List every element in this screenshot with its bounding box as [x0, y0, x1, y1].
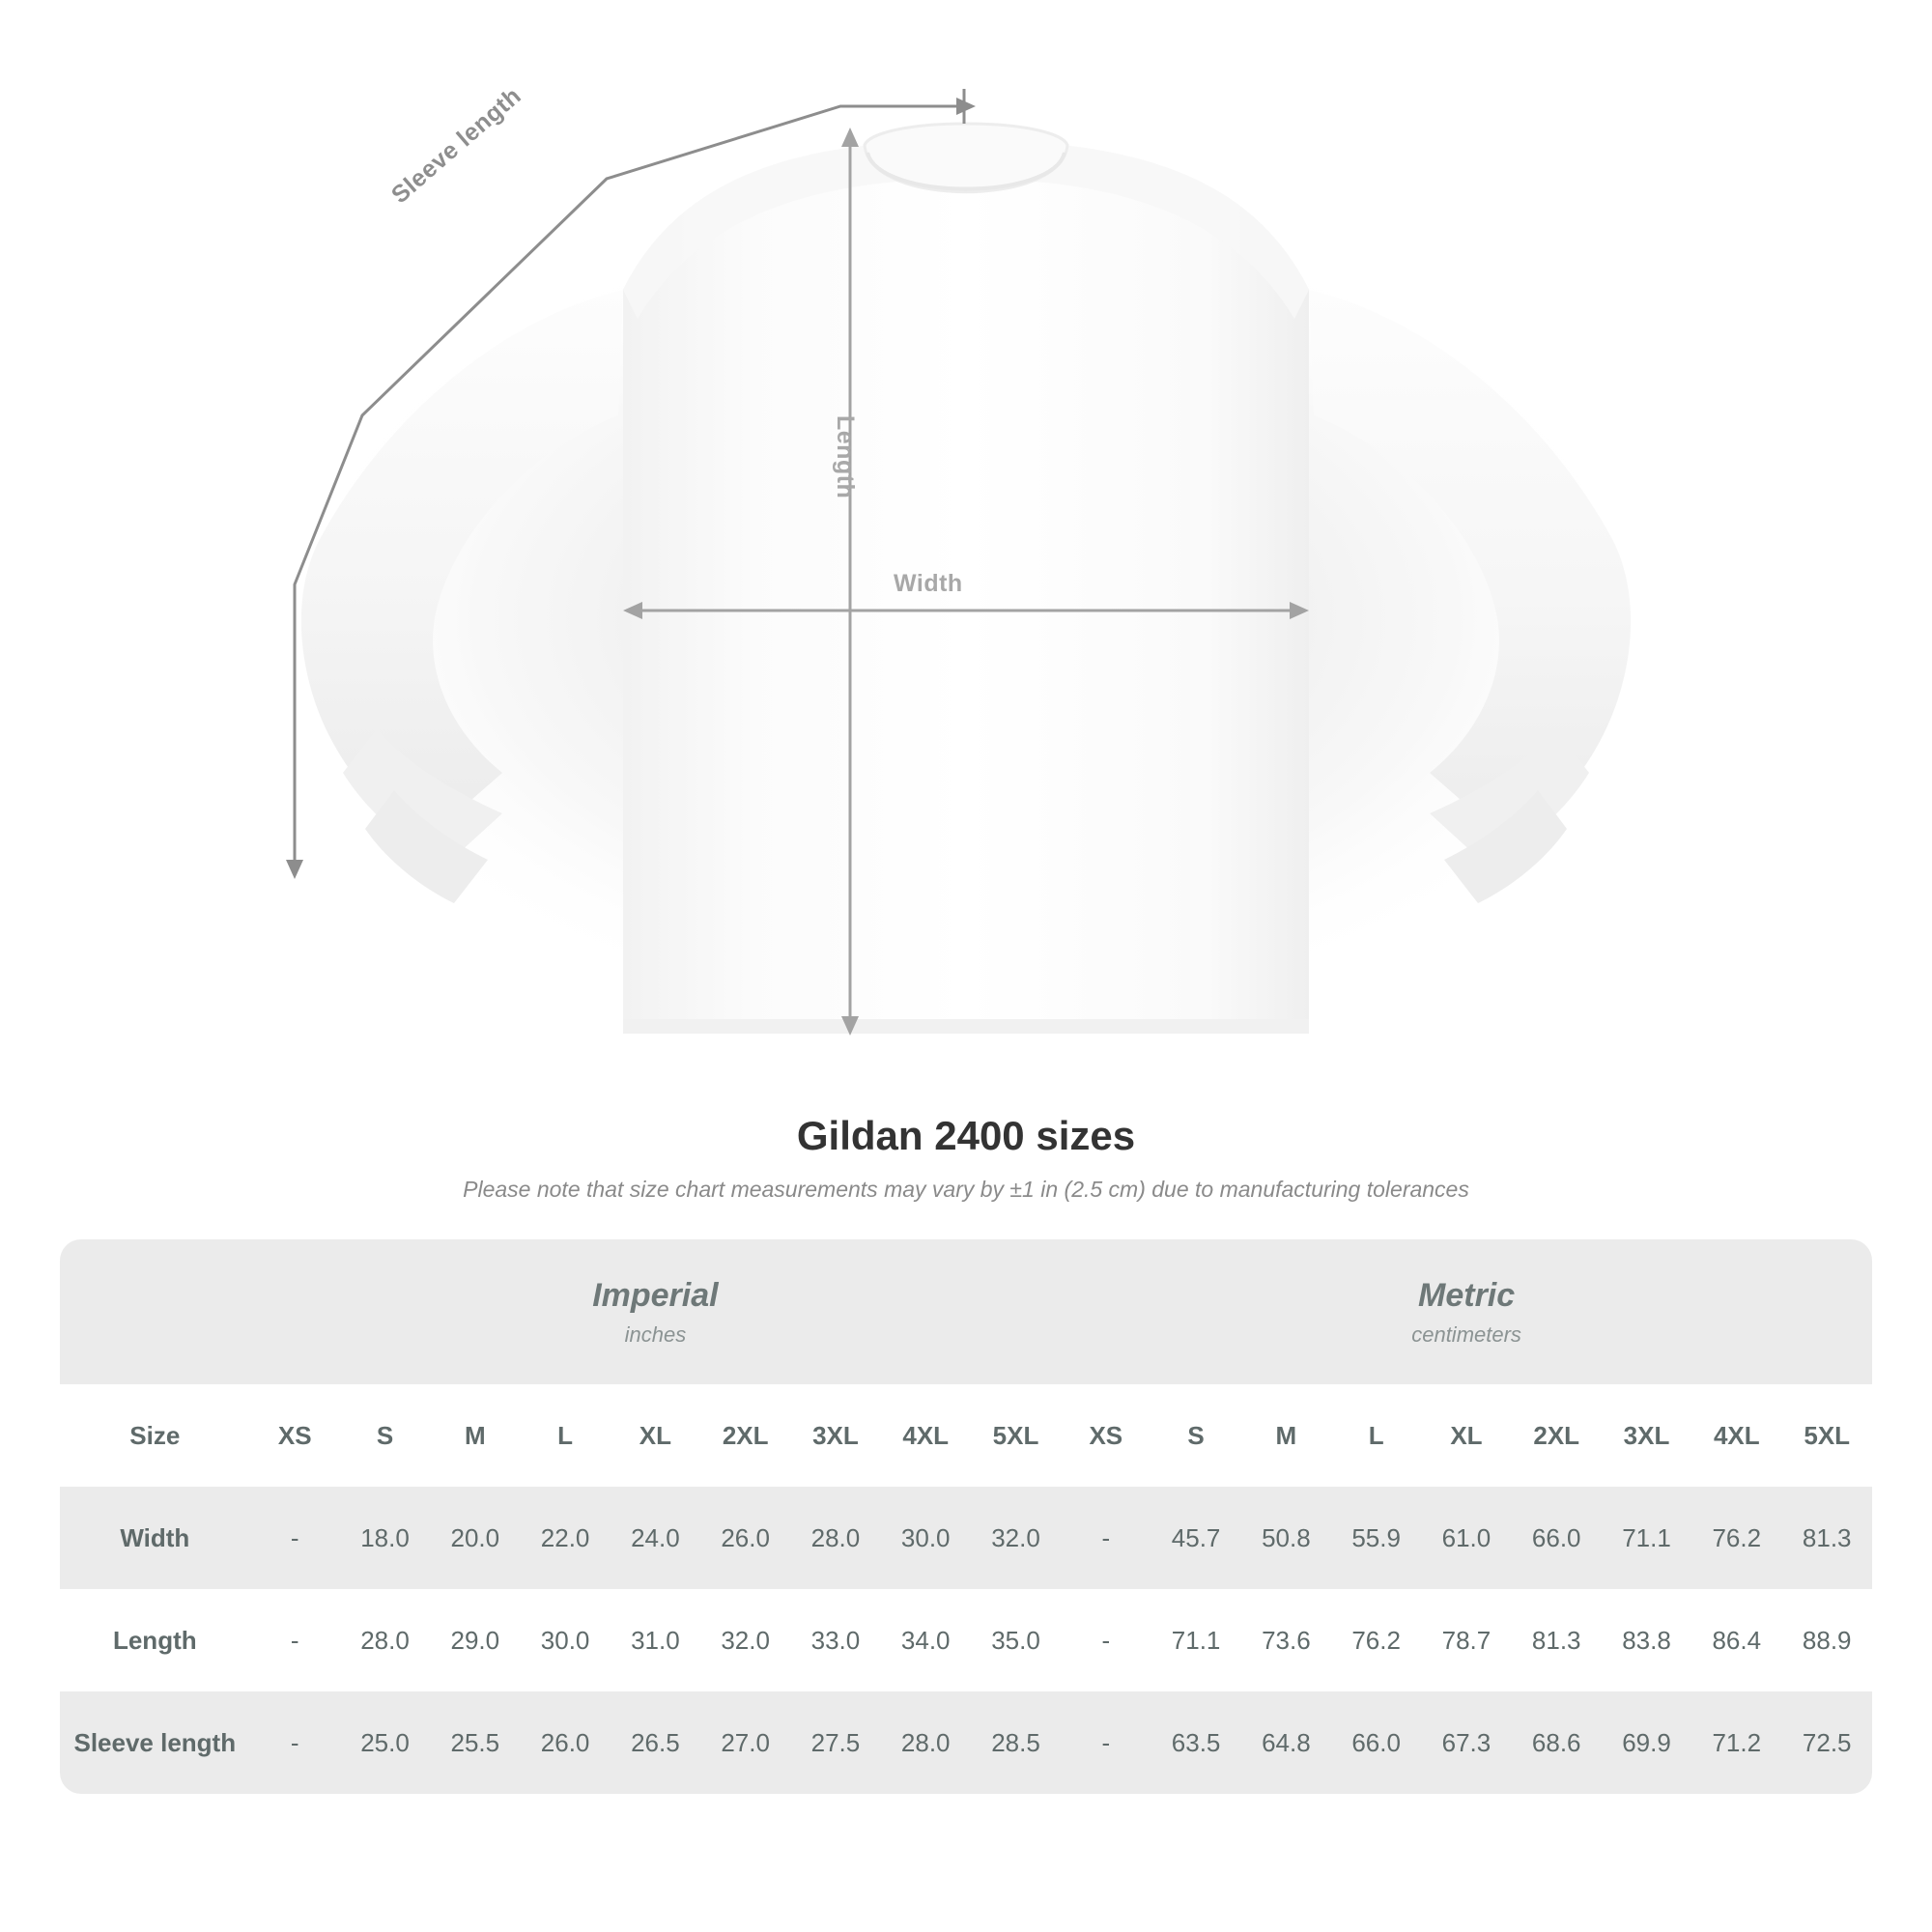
sleeve-length-dimension-label: Sleeve length [386, 81, 526, 210]
cell-width-9: - [1061, 1487, 1151, 1589]
cell-width-11: 50.8 [1241, 1487, 1331, 1589]
cell-length-4: 31.0 [611, 1589, 700, 1691]
cell-length-7: 34.0 [881, 1589, 971, 1691]
size-col-l-imperial: L [520, 1384, 610, 1487]
cell-length-9: - [1061, 1589, 1151, 1691]
cell-length-16: 86.4 [1691, 1589, 1781, 1691]
length-dimension-label: Length [832, 415, 859, 499]
cell-sleeve-5: 27.0 [700, 1691, 790, 1794]
cell-sleeve-3: 26.0 [520, 1691, 610, 1794]
cell-width-2: 20.0 [430, 1487, 520, 1589]
cell-length-17: 88.9 [1781, 1589, 1872, 1691]
size-col-xs-metric: XS [1061, 1384, 1151, 1487]
cell-width-8: 32.0 [971, 1487, 1061, 1589]
size-col-xl-metric: XL [1421, 1384, 1511, 1487]
cell-sleeve-12: 66.0 [1331, 1691, 1421, 1794]
imperial-label: Imperial [592, 1276, 719, 1314]
cell-width-15: 71.1 [1602, 1487, 1691, 1589]
size-col-xl-imperial: XL [611, 1384, 700, 1487]
size-col-4xl-metric: 4XL [1691, 1384, 1781, 1487]
cell-width-6: 28.0 [790, 1487, 880, 1589]
width-dimension-label: Width [894, 570, 963, 597]
cell-width-5: 26.0 [700, 1487, 790, 1589]
cell-sleeve-7: 28.0 [881, 1691, 971, 1794]
imperial-sublabel: inches [624, 1321, 687, 1347]
cell-width-16: 76.2 [1691, 1487, 1781, 1589]
size-header-row [60, 1384, 1872, 1487]
cell-length-2: 29.0 [430, 1589, 520, 1691]
cell-sleeve-10: 63.5 [1151, 1691, 1240, 1794]
size-col-5xl-metric: 5XL [1781, 1384, 1872, 1487]
size-col-xs-imperial: XS [250, 1384, 340, 1487]
metric-unit-group [1061, 1239, 1872, 1384]
cell-width-12: 55.9 [1331, 1487, 1421, 1589]
cell-length-8: 35.0 [971, 1589, 1061, 1691]
cell-length-1: 28.0 [340, 1589, 430, 1691]
row-label-sleeve-length: Sleeve length [60, 1691, 250, 1794]
cell-width-7: 30.0 [881, 1487, 971, 1589]
page-title: Gildan 2400 sizes [796, 1113, 1136, 1158]
cell-sleeve-1: 25.0 [340, 1691, 430, 1794]
cell-width-4: 24.0 [611, 1487, 700, 1589]
cell-length-13: 78.7 [1421, 1589, 1511, 1691]
cell-width-10: 45.7 [1151, 1487, 1240, 1589]
table-row-width [60, 1487, 1872, 1589]
table-row-sleeve-length [60, 1691, 1872, 1794]
size-col-3xl-imperial: 3XL [790, 1384, 880, 1487]
size-col-2xl-imperial: 2XL [700, 1384, 790, 1487]
cell-length-10: 71.1 [1151, 1589, 1240, 1691]
cell-width-1: 18.0 [340, 1487, 430, 1589]
cell-sleeve-6: 27.5 [790, 1691, 880, 1794]
size-col-5xl-imperial: 5XL [971, 1384, 1061, 1487]
cell-sleeve-0: - [250, 1691, 340, 1794]
tolerance-note: Please note that size chart measurements may vary by ±1 in (2.5 cm) due to manufacturing tolerances [463, 1177, 1469, 1202]
unit-header-row [60, 1239, 1872, 1384]
cell-width-17: 81.3 [1781, 1487, 1872, 1589]
cell-sleeve-16: 71.2 [1691, 1691, 1781, 1794]
cell-width-14: 66.0 [1512, 1487, 1602, 1589]
cell-sleeve-8: 28.5 [971, 1691, 1061, 1794]
cell-length-3: 30.0 [520, 1589, 610, 1691]
cell-sleeve-2: 25.5 [430, 1691, 520, 1794]
cell-length-12: 76.2 [1331, 1589, 1421, 1691]
cell-length-0: - [250, 1589, 340, 1691]
cell-width-3: 22.0 [520, 1487, 610, 1589]
size-col-s-metric: S [1151, 1384, 1240, 1487]
cell-length-14: 81.3 [1512, 1589, 1602, 1691]
cell-width-0: - [250, 1487, 340, 1589]
metric-sublabel: centimeters [1411, 1321, 1521, 1347]
size-table [60, 1239, 1872, 1794]
cell-length-6: 33.0 [790, 1589, 880, 1691]
size-table-wrapper [60, 1239, 1872, 1794]
cell-sleeve-11: 64.8 [1241, 1691, 1331, 1794]
size-col-l-metric: L [1331, 1384, 1421, 1487]
size-col-4xl-imperial: 4XL [881, 1384, 971, 1487]
row-label-length: Length [60, 1589, 250, 1691]
size-col-m-metric: M [1241, 1384, 1331, 1487]
row-label-width: Width [60, 1487, 250, 1589]
size-col-m-imperial: M [430, 1384, 520, 1487]
cell-length-11: 73.6 [1241, 1589, 1331, 1691]
cell-sleeve-9: - [1061, 1691, 1151, 1794]
title-block [0, 1113, 1932, 1203]
size-col-s-imperial: S [340, 1384, 430, 1487]
cell-sleeve-17: 72.5 [1781, 1691, 1872, 1794]
table-row-length [60, 1589, 1872, 1691]
size-col-3xl-metric: 3XL [1602, 1384, 1691, 1487]
cell-sleeve-4: 26.5 [611, 1691, 700, 1794]
size-col-2xl-metric: 2XL [1512, 1384, 1602, 1487]
imperial-unit-group [250, 1239, 1062, 1384]
cell-width-13: 61.0 [1421, 1487, 1511, 1589]
unit-header-spacer [60, 1239, 250, 1384]
cell-sleeve-15: 69.9 [1602, 1691, 1691, 1794]
cell-sleeve-13: 67.3 [1421, 1691, 1511, 1794]
cell-length-15: 83.8 [1602, 1589, 1691, 1691]
metric-label: Metric [1418, 1276, 1516, 1314]
cell-sleeve-14: 68.6 [1512, 1691, 1602, 1794]
size-header-label: Size [60, 1384, 250, 1487]
cell-length-5: 32.0 [700, 1589, 790, 1691]
